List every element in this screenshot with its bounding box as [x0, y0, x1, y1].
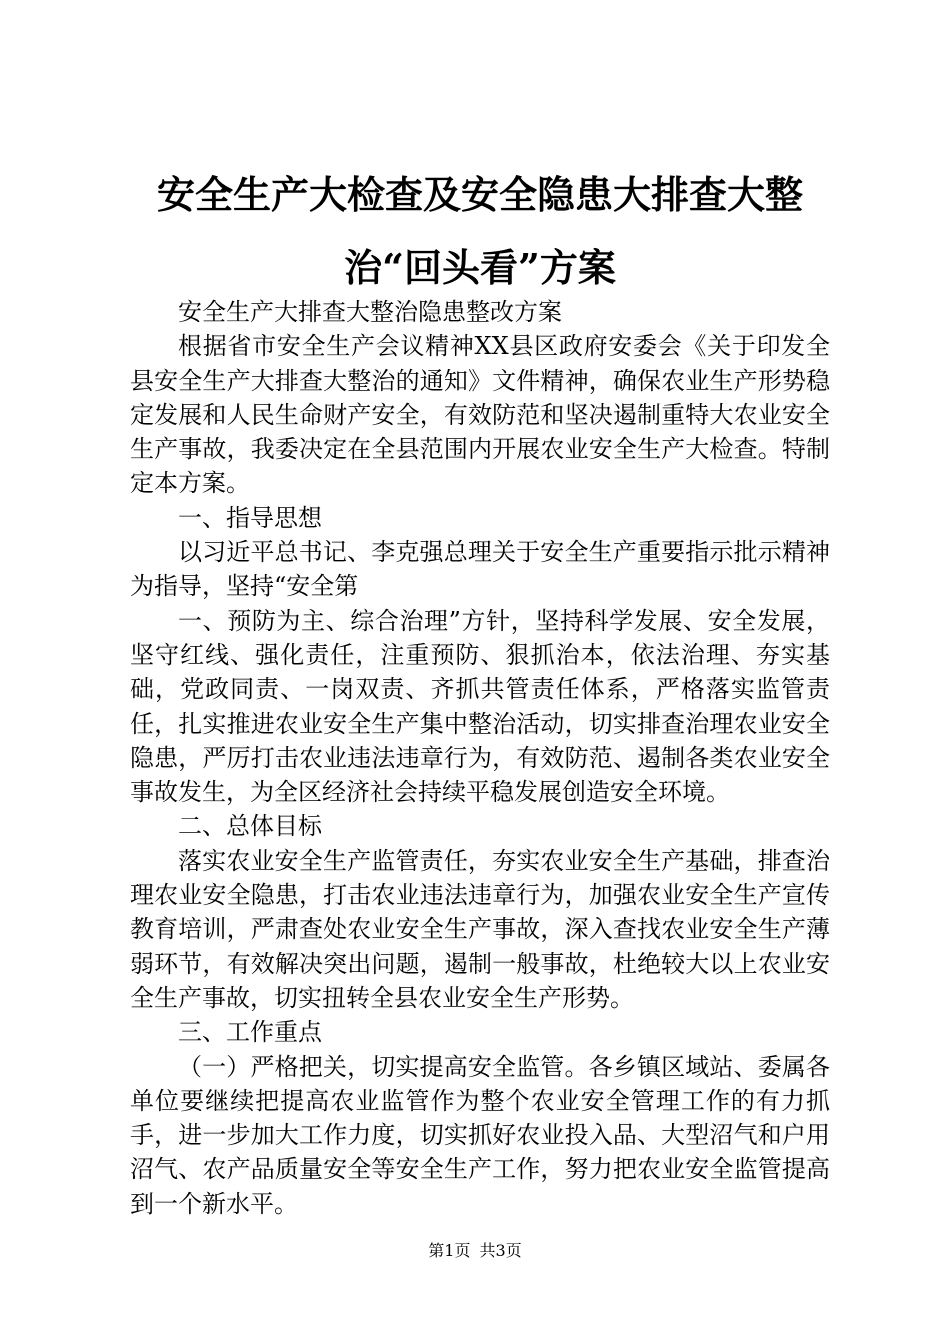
- page-number: 第1页: [428, 1241, 471, 1260]
- section-heading-guiding-thought: 一、指导思想: [178, 503, 322, 532]
- paragraph-guiding-thought-cont: 一、预防为主、综合治理”方针，坚持科学发展、安全发展，坚守红线、强化责任，注重预防、狠抓治本，依法治理、夯实基础，党政同责、一岗双责、齐抓共管责任体系，严格落实监管责任，扎实推进农业安全生产集中整治活动，切实排查治理农业安全隐患，严厉打击农业违法违章行为，有效防范、遏制各类农业安全事故发生，为全区经济社会持续平稳发展创造安全环境。: [130, 606, 830, 807]
- document-title: 安全生产大检查及安全隐患大排查大整治“回头看”方案: [156, 172, 803, 290]
- paragraph-subtitle: 安全生产大排查大整治隐患整改方案: [178, 298, 562, 326]
- paragraph-intro: 根据省市安全生产会议精神XX县区政府安委会《关于印发全县安全生产大排查大整治的通知》文件精神，确保农业生产形势稳定发展和人民生命财产安全，有效防范和坚决遏制重特大农业安全生产事故，我委决定在全县范围内开展农业安全生产大检查。特制定本方案。: [130, 332, 830, 498]
- section-heading-overall-goal: 二、总体目标: [178, 812, 322, 841]
- paragraph-guiding-thought: 以习近平总书记、李克强总理关于安全生产重要指示批示精神为指导，坚持“安全第: [130, 538, 830, 601]
- paragraph-work-focus-1: （一）严格把关，切实提高安全监管。各乡镇区域站、委属各单位要继续把提高农业监管作为整个农业安全管理工作的有力抓手，进一步加大工作力度，切实抓好农业投入品、大型沼气和户用沼气、农产品质量安全等安全生产工作，努力把农业安全监管提高到一个新水平。: [130, 1052, 830, 1218]
- paragraph-overall-goal: 落实农业安全生产监管责任，夯实农业安全生产基础，排查治理农业安全隐患，打击农业违法违章行为，加强农业安全生产宣传教育培训，严肃查处农业安全生产事故，深入查找农业安全生产薄弱环节，有效解决突出问题，遏制一般事故，杜绝较大以上农业安全生产事故，切实扭转全县农业安全生产形势。: [130, 846, 830, 1012]
- section-heading-work-focus: 三、工作重点: [178, 1018, 322, 1047]
- page-footer: [0, 1240, 950, 1262]
- document-body: [130, 295, 830, 1221]
- page-total: 共3页: [479, 1241, 522, 1260]
